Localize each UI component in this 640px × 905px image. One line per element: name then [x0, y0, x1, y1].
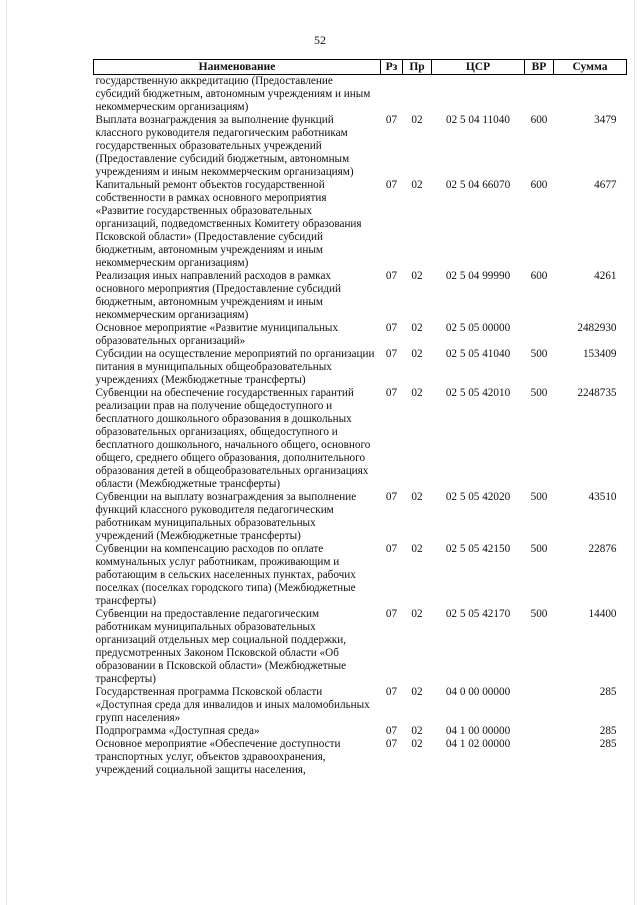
cell-vr: 600 [530, 179, 548, 191]
cell-pr: 02 [411, 114, 423, 126]
cell-rz: 07 [385, 270, 398, 282]
cell-rz: 07 [385, 387, 398, 399]
cell-name: Основное мероприятие «Обеспечение доступности транспортных услуг, объектов здравоохранения, учреждений социальной защиты населения, [95, 738, 341, 776]
cell-name: Капитальный ремонт объектов государственной собственности в рамках основного мероприятия «Развитие государственных образовательных организаций, подведомственных Комитету образования Псковской области» (Предоставление субсидий бюджетным, автономным учреждениям и иным некоммерческим организациям) [95, 179, 362, 269]
cell-pr: 02 [411, 270, 423, 282]
cell-vr [525, 725, 554, 738]
header-csr: ЦСР [432, 60, 525, 75]
cell-sum: 285 [599, 738, 617, 750]
cell-csr: 02 5 05 00000 [445, 322, 511, 334]
scan-edge-left [6, 0, 7, 905]
page-number: 52 [314, 33, 326, 47]
cell-name: Субвенции на предоставление педагогическим работникам муниципальных образовательных организаций отдельных мер социальной поддержки, предусмотренных Законом Псковской области «Об образовании в Псковской области» (Межбюджетные трансферты) [95, 608, 347, 685]
cell-sum [554, 75, 627, 115]
table-row [94, 725, 627, 738]
cell-pr: 02 [411, 725, 423, 737]
cell-sum: 14400 [588, 608, 617, 620]
table-row [94, 322, 627, 348]
table-header [94, 60, 627, 75]
cell-pr: 02 [411, 348, 423, 360]
cell-name: Субвенции на выплату вознаграждения за выполнение функций классного руководителя педагогическим работникам муниципальных образовательных учреждений (Межбюджетные трансферты) [95, 491, 357, 542]
table-row [94, 75, 627, 115]
budget-table [93, 59, 627, 777]
cell-vr: 600 [530, 270, 548, 282]
cell-name: Субвенции на компенсацию расходов по оплате коммунальных услуг работникам, проживающим и работающим в сельских населенных пунктах, рабочих поселках (поселках городского типа) (Межбюджетные трансферты) [95, 543, 356, 607]
cell-pr: 02 [411, 387, 423, 399]
cell-name: Основное мероприятие «Развитие муниципальных образовательных организаций» [95, 322, 339, 347]
cell-csr: 02 5 04 99990 [445, 270, 511, 282]
cell-pr: 02 [411, 322, 423, 334]
cell-name: Государственная программа Псковской области «Доступная среда для инвалидов и иных маломобильных групп населения» [95, 686, 370, 724]
cell-vr: 500 [530, 348, 548, 360]
cell-rz: 07 [385, 491, 398, 503]
table-row [94, 114, 627, 179]
scan-edge-right [634, 0, 635, 905]
cell-sum: 285 [599, 725, 617, 737]
cell-rz: 07 [385, 114, 398, 126]
cell-sum: 3479 [594, 114, 617, 126]
cell-rz: 07 [385, 543, 398, 555]
cell-name: Подпрограмма «Доступная среда» [95, 725, 260, 737]
cell-csr: 02 5 05 42010 [445, 387, 511, 399]
cell-pr [403, 75, 432, 115]
table-row [94, 387, 627, 491]
header-rz: Рз [381, 60, 403, 75]
cell-name: Реализация иных направлений расходов в рамках основного мероприятия (Предоставление субсидий бюджетным, автономным учреждениям и иным некоммерческим организациям) [95, 270, 341, 321]
cell-pr: 02 [411, 491, 423, 503]
cell-name: Субсидии на осуществление мероприятий по организации питания в муниципальных общеобразовательных учреждениях (Межбюджетные трансферты) [95, 348, 375, 386]
cell-sum: 22876 [588, 543, 617, 555]
cell-sum: 4261 [594, 270, 617, 282]
cell-rz: 07 [385, 725, 398, 737]
cell-csr: 02 5 04 66070 [445, 179, 511, 191]
cell-csr: 04 1 00 00000 [445, 725, 511, 737]
cell-vr [525, 686, 554, 725]
table-row [94, 738, 627, 777]
cell-rz: 07 [385, 686, 398, 698]
cell-vr: 500 [530, 491, 548, 503]
cell-vr [525, 322, 554, 348]
cell-pr: 02 [411, 543, 423, 555]
cell-name: Субвенции на обеспечение государственных гарантий реализации прав на получение общедоступного и бесплатного дошкольного образования в дошкольных образовательных организациях, общедоступного и бесплатного дошкольного, начального общего, основного общего, среднего общего образования, дополнительного образования детей в общеобразовательных организациях области (Межбюджетные трансферты) [95, 387, 371, 490]
table-body [94, 75, 627, 778]
cell-csr: 02 5 05 41040 [445, 348, 511, 360]
cell-rz: 07 [385, 738, 398, 750]
cell-pr: 02 [411, 738, 423, 750]
cell-vr [525, 75, 554, 115]
cell-sum: 4677 [594, 179, 617, 191]
header-vr: ВР [525, 60, 554, 75]
cell-rz: 07 [385, 608, 398, 620]
cell-rz [381, 75, 403, 115]
cell-name: государственную аккредитацию (Предоставление субсидий бюджетным, автономным учреждениям и иным некоммерческим организациям) [95, 75, 371, 113]
cell-csr [432, 75, 525, 115]
cell-rz: 07 [385, 348, 398, 360]
cell-pr: 02 [411, 686, 423, 698]
cell-sum: 285 [599, 686, 617, 698]
cell-csr: 02 5 04 11040 [446, 114, 510, 126]
cell-vr: 500 [530, 387, 548, 399]
table-row [94, 686, 627, 725]
cell-pr: 02 [411, 179, 423, 191]
header-name: Наименование [94, 60, 381, 75]
table-row [94, 348, 627, 387]
table-row [94, 608, 627, 686]
cell-rz: 07 [385, 322, 398, 334]
header-sum: Сумма [554, 60, 627, 75]
cell-sum: 2482930 [577, 322, 617, 334]
header-pr: Пр [403, 60, 432, 75]
cell-vr: 500 [530, 543, 548, 555]
table-row [94, 491, 627, 543]
cell-vr [525, 738, 554, 777]
cell-rz: 07 [385, 179, 398, 191]
cell-csr: 02 5 05 42170 [445, 608, 511, 620]
cell-csr: 02 5 05 42150 [445, 543, 511, 555]
cell-vr: 600 [530, 114, 548, 126]
table-row [94, 179, 627, 270]
table-row [94, 270, 627, 322]
table-row [94, 543, 627, 608]
cell-pr: 02 [411, 608, 423, 620]
cell-sum: 43510 [588, 491, 617, 503]
cell-csr: 04 0 00 00000 [445, 686, 511, 698]
cell-sum: 2248735 [577, 387, 617, 399]
cell-csr: 04 1 02 00000 [445, 738, 511, 750]
cell-name: Выплата вознаграждения за выполнение функций классного руководителя педагогическим работникам государственных образовательных учреждений (Предоставление субсидий бюджетным, автономным учреждениям и иным некоммерческим организациям) [95, 114, 354, 178]
cell-vr: 500 [530, 608, 548, 620]
cell-csr: 02 5 05 42020 [445, 491, 511, 503]
cell-sum: 153409 [582, 348, 617, 360]
